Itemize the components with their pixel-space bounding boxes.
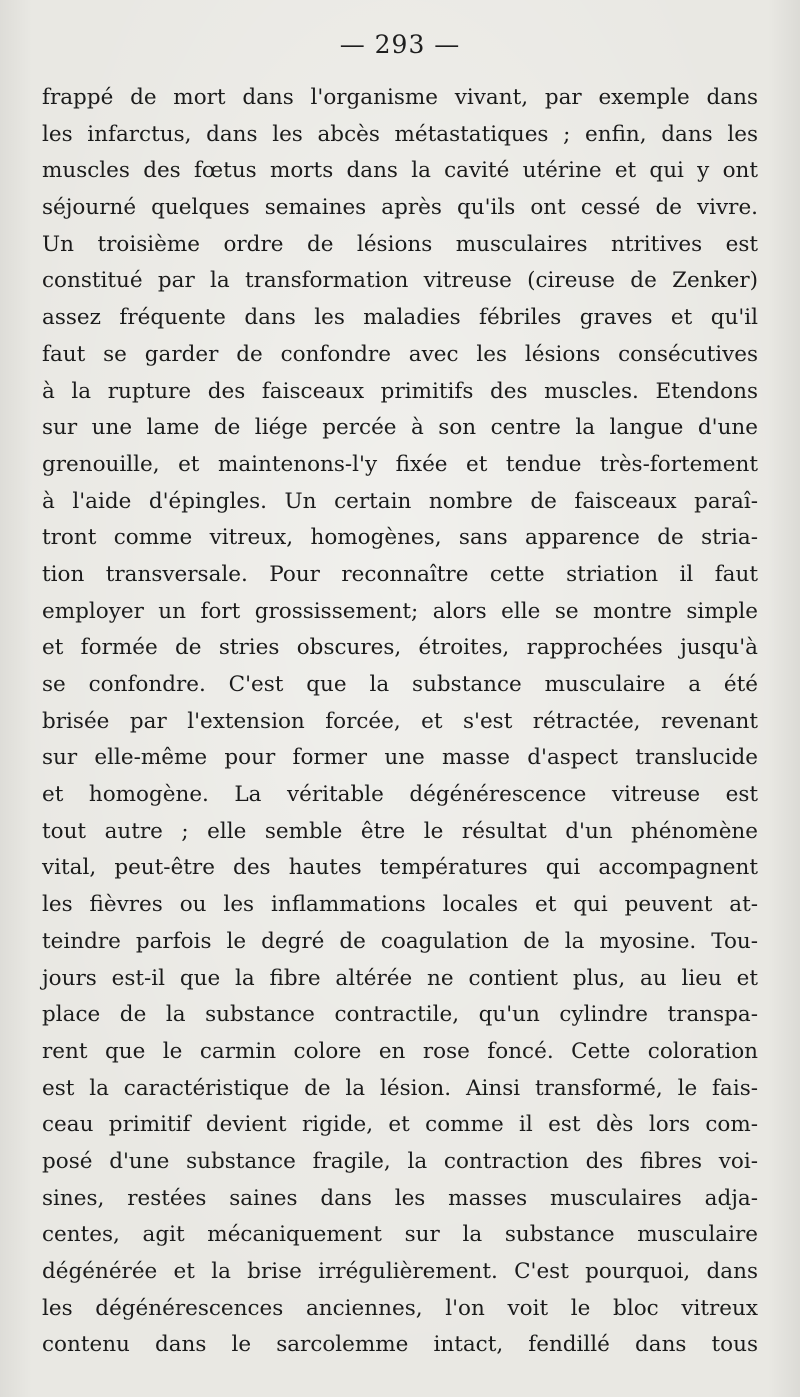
text-line: centes, agit mécaniquement sur la substance musculaire: [42, 1222, 758, 1248]
body-text: [42, 80, 758, 1364]
text-line: à l'aide d'épingles. Un certain nombre de faisceaux paraî-: [42, 488, 758, 514]
text-line: et homogène. La véritable dégénérescence vitreuse est: [42, 782, 758, 808]
text-line: séjourné quelques semaines après qu'ils ont cessé de vivre.: [42, 195, 758, 221]
text-line: place de la substance contractile, qu'un cylindre transpa-: [42, 1002, 758, 1028]
text-line: sur une lame de liége percée à son centre la langue d'une: [42, 415, 758, 441]
text-line: les dégénérescences anciennes, l'on voit le bloc vitreux: [42, 1295, 758, 1321]
text-line: et formée de stries obscures, étroites, rapprochées jusqu'à: [42, 635, 758, 661]
text-line: constitué par la transformation vitreuse (cireuse de Zenker): [42, 268, 758, 294]
text-line: à la rupture des faisceaux primitifs des muscles. Etendons: [42, 378, 758, 404]
text-line: posé d'une substance fragile, la contraction des fibres voi-: [42, 1148, 758, 1174]
text-line: ceau primitif devient rigide, et comme il est dès lors com-: [42, 1112, 758, 1138]
text-line: employer un fort grossissement; alors elle se montre simple: [42, 598, 758, 624]
text-line: se confondre. C'est que la substance musculaire a été: [42, 672, 758, 697]
text-line: jours est-il que la fibre altérée ne contient plus, au lieu et: [42, 965, 758, 991]
text-line: tout autre ; elle semble être le résultat d'un phénomène: [42, 818, 758, 844]
text-line: les infarctus, dans les abcès métastatiques ; enfin, dans les: [42, 121, 758, 147]
text-line: tion transversale. Pour reconnaître cette striation il faut: [42, 561, 758, 587]
text-line: sur elle-même pour former une masse d'aspect translucide: [42, 745, 758, 771]
text-line: rent que le carmin colore en rose foncé. Cette coloration: [42, 1038, 758, 1064]
text-line: brisée par l'extension forcée, et s'est rétractée, revenant: [42, 708, 758, 734]
text-line: muscles des fœtus morts dans la cavité utérine et qui y ont: [42, 158, 758, 184]
text-line: dégénérée et la brise irrégulièrement. C'est pourquoi, dans: [42, 1259, 758, 1284]
text-line: contenu dans le sarcolemme intact, fendillé dans tous: [42, 1332, 758, 1358]
text-line: tront comme vitreux, homogènes, sans apparence de stria-: [42, 525, 758, 551]
text-line: faut se garder de confondre avec les lésions consécutives: [42, 341, 758, 367]
text-line: assez fréquente dans les maladies fébriles graves et qu'il: [42, 305, 758, 331]
text-line: grenouille, et maintenons-l'y fixée et tendue très-fortement: [42, 451, 758, 477]
text-line: vital, peut-être des hautes températures qui accompagnent: [42, 855, 758, 881]
text-line: frappé de mort dans l'organisme vivant, par exemple dans: [42, 85, 758, 110]
text-line: sines, restées saines dans les masses musculaires adja-: [42, 1185, 758, 1211]
text-line: les fièvres ou les inflammations locales et qui peuvent at-: [42, 892, 758, 918]
page-number: — 293 —: [339, 30, 461, 59]
text-line: est la caractéristique de la lésion. Ainsi transformé, le fais-: [42, 1075, 758, 1101]
text-line: Un troisième ordre de lésions musculaires ntritives est: [42, 231, 758, 257]
text-line: teindre parfois le degré de coagulation de la myosine. Tou-: [42, 928, 758, 954]
